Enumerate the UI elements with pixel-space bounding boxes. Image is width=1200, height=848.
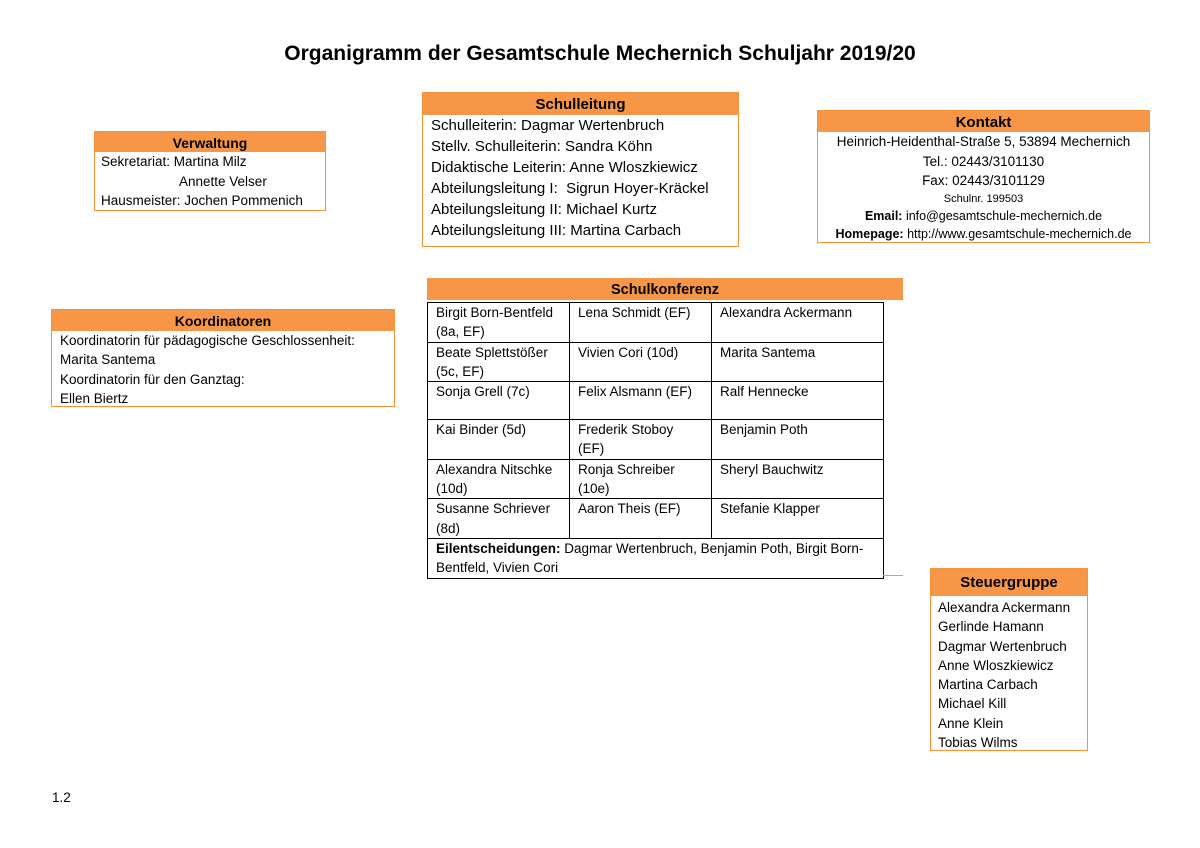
kontakt-box — [817, 110, 1150, 243]
table-row — [428, 382, 884, 420]
table-cell: Sonja Grell (7c) — [428, 382, 570, 420]
steuergruppe-member: Gerlinde Hamann — [938, 619, 1044, 635]
table-cell: Aaron Theis (EF) — [570, 499, 712, 539]
schulkonferenz-heading: Schulkonferenz — [427, 278, 903, 300]
kontakt-schulnr: Schulnr. 199503 — [943, 192, 1024, 205]
koordinatoren-heading: Koordinatoren — [52, 310, 394, 331]
steuergruppe-heading: Steuergruppe — [931, 569, 1087, 596]
table-cell: Felix Alsmann (EF) — [570, 382, 712, 420]
table-cell: Kai Binder (5d) — [428, 420, 570, 460]
verwaltung-line: Sekretariat: Martina Milz — [101, 154, 247, 169]
table-cell: Stefanie Klapper — [712, 499, 884, 539]
table-cell: Lena Schmidt (EF) — [570, 303, 712, 343]
table-row — [428, 303, 884, 343]
table-cell: Alexandra Nitschke (10d) — [428, 459, 570, 499]
steuergruppe-member: Michael Kill — [938, 696, 1007, 712]
table-cell: Ralf Hennecke — [712, 382, 884, 420]
verwaltung-line: Annette Velser — [179, 173, 267, 189]
schulleitung-line: Schulleiterin: Dagmar Wertenbruch — [431, 117, 665, 134]
eilentscheidungen-row — [428, 538, 884, 578]
kontakt-heading: Kontakt — [818, 111, 1149, 132]
verwaltung-box — [94, 131, 326, 211]
page-title: Organigramm der Gesamtschule Mechernich Schuljahr 2019/20 — [284, 42, 916, 65]
table-row — [428, 342, 884, 382]
kontakt-address: Heinrich-Heidenthal-Straße 5, 53894 Mechernich — [836, 134, 1131, 149]
table-row — [428, 459, 884, 499]
schulleitung-line: Didaktische Leiterin: Anne Wloszkiewicz — [431, 159, 698, 176]
steuergruppe-member: Anne Klein — [938, 715, 1004, 731]
eilentscheidungen-label: Eilentscheidungen: — [436, 540, 561, 556]
steuergruppe-member: Anne Wloszkiewicz — [938, 657, 1054, 673]
table-cell: Susanne Schriever (8d) — [428, 499, 570, 539]
schulleitung-line: Abteilungsleitung III: Martina Carbach — [431, 222, 682, 239]
schulkonferenz-table — [427, 302, 884, 579]
schulkonferenz-underline — [883, 575, 903, 576]
page-number: 1.2 — [52, 790, 71, 805]
koordinatoren-box — [51, 309, 395, 407]
verwaltung-line: Hausmeister: Jochen Pommenich — [101, 193, 303, 208]
eilentscheidungen-cell — [428, 538, 884, 578]
table-row — [428, 420, 884, 460]
table-cell: Ronja Schreiber (10e) — [570, 459, 712, 499]
schulleitung-line: Stellv. Schulleiterin: Sandra Köhn — [431, 138, 653, 155]
koordinatoren-line: Marita Santema — [60, 352, 156, 368]
table-cell: Vivien Cori (10d) — [570, 342, 712, 382]
verwaltung-heading: Verwaltung — [95, 132, 325, 152]
table-cell: Benjamin Poth — [712, 420, 884, 460]
schulleitung-heading: Schulleitung — [423, 93, 738, 115]
homepage-link[interactable]: http://www.gesamtschule-mechernich.de — [907, 226, 1132, 241]
kontakt-homepage-line — [818, 225, 1149, 243]
kontakt-fax: Fax: 02443/3101129 — [922, 173, 1045, 188]
steuergruppe-member: Alexandra Ackermann — [938, 600, 1071, 615]
table-cell: Frederik Stoboy (EF) — [570, 420, 712, 460]
homepage-label: Homepage: — [835, 226, 904, 241]
table-row — [428, 499, 884, 539]
steuergruppe-member: Dagmar Wertenbruch — [938, 638, 1067, 654]
table-cell: Birgit Born-Bentfeld (8a, EF) — [428, 303, 570, 343]
koordinatoren-line: Koordinatorin für den Ganztag: — [60, 371, 245, 387]
steuergruppe-member: Tobias Wilms — [938, 735, 1018, 751]
steuergruppe-box — [930, 568, 1088, 751]
eilentscheidungen-text: Dagmar Wertenbruch, Benjamin Poth, Birgit Born-Bentfeld, Vivien Cori — [436, 540, 864, 576]
schulleitung-line: Abteilungsleitung II: Michael Kurtz — [431, 201, 657, 218]
table-cell: Alexandra Ackermann — [712, 303, 884, 343]
kontakt-email-line — [818, 207, 1149, 225]
table-cell: Marita Santema — [712, 342, 884, 382]
email-label: Email: — [864, 208, 903, 223]
email-link[interactable]: info@gesamtschule-mechernich.de — [905, 208, 1103, 223]
koordinatoren-line: Ellen Biertz — [60, 390, 129, 406]
steuergruppe-member: Martina Carbach — [938, 677, 1038, 693]
koordinatoren-line: Koordinatorin für pädagogische Geschlossenheit: — [60, 333, 355, 348]
schulleitung-box — [422, 92, 739, 247]
kontakt-tel: Tel.: 02443/3101130 — [922, 153, 1045, 169]
table-cell: Beate Splettstößer (5c, EF) — [428, 342, 570, 382]
schulleitung-line: Abteilungsleitung I: Sigrun Hoyer-Kräckel — [431, 180, 709, 197]
table-cell: Sheryl Bauchwitz — [712, 459, 884, 499]
